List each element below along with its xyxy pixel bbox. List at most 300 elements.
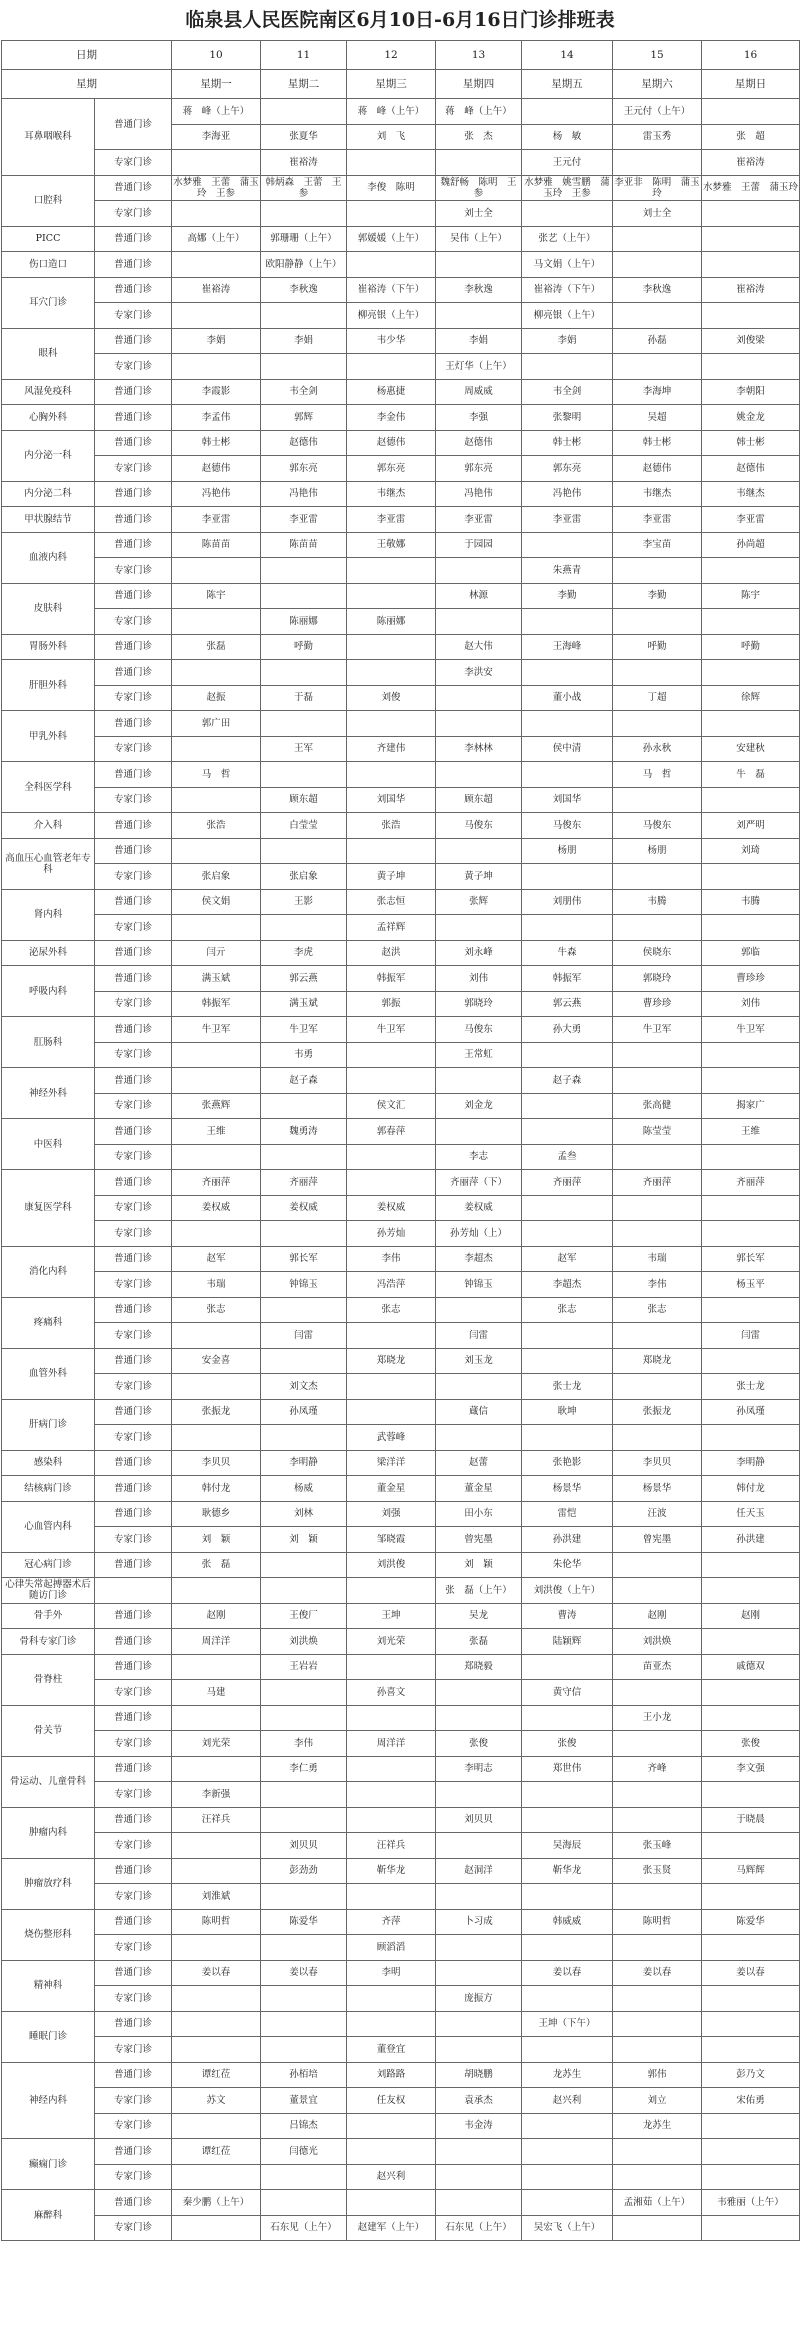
clinic-type: 专家门诊 [95, 864, 172, 890]
doctor-cell [522, 1323, 613, 1349]
doctor-cell: 张 杰 [436, 124, 522, 150]
clinic-type: 普通门诊 [95, 99, 172, 150]
doctor-cell: 刘淮斌 [172, 1884, 261, 1910]
doctor-cell [702, 2113, 800, 2139]
clinic-type: 普通门诊 [95, 2062, 172, 2088]
schedule-row [2, 991, 800, 1017]
doctor-cell: 齐丽萍 [522, 1170, 613, 1196]
clinic-type: 专家门诊 [95, 1093, 172, 1119]
doctor-cell [522, 2190, 613, 2216]
doctor-cell [522, 864, 613, 890]
schedule-row [2, 1782, 800, 1808]
doctor-cell [347, 1399, 436, 1425]
clinic-type: 专家门诊 [95, 1731, 172, 1757]
department-name: 骨关节 [2, 1705, 95, 1756]
department-name: 神经外科 [2, 1068, 95, 1119]
doctor-cell: 杨惠捷 [347, 379, 436, 405]
department-name: 口腔科 [2, 175, 95, 226]
doctor-cell: 李秋逸 [613, 277, 702, 303]
clinic-type: 普通门诊 [95, 430, 172, 456]
doctor-cell: 张高健 [613, 1093, 702, 1119]
clinic-type: 普通门诊 [95, 711, 172, 737]
doctor-cell: 刘金龙 [436, 1093, 522, 1119]
doctor-cell: 闫亓 [172, 940, 261, 966]
doctor-cell: 赵德伟 [261, 430, 347, 456]
doctor-cell: 郭云燕 [522, 991, 613, 1017]
doctor-cell: 赵蕾 [436, 1450, 522, 1476]
doctor-cell: 姜权威 [261, 1195, 347, 1221]
doctor-cell: 钟锦玉 [261, 1272, 347, 1298]
clinic-type: 专家门诊 [95, 150, 172, 176]
department-name: 睡眠门诊 [2, 2011, 95, 2062]
doctor-cell: 姜以春 [522, 1960, 613, 1986]
doctor-cell: 满玉斌 [261, 991, 347, 1017]
doctor-cell: 牛卫军 [702, 1017, 800, 1043]
department-name: 呼吸内科 [2, 966, 95, 1017]
schedule-row [2, 1680, 800, 1706]
doctor-cell: 李伟 [347, 1246, 436, 1272]
doctor-cell: 张夏华 [261, 124, 347, 150]
clinic-type: 专家门诊 [95, 1272, 172, 1298]
doctor-cell: 韩付龙 [702, 1476, 800, 1502]
doctor-cell: 李秋逸 [436, 277, 522, 303]
doctor-cell: 韩付龙 [172, 1476, 261, 1502]
doctor-cell: 孙栢培 [261, 2062, 347, 2088]
doctor-cell: 郭云燕 [261, 966, 347, 992]
doctor-cell: 齐丽萍 [261, 1170, 347, 1196]
clinic-type: 专家门诊 [95, 303, 172, 329]
department-name: 感染科 [2, 1450, 95, 1476]
doctor-cell: 蔵信 [436, 1399, 522, 1425]
doctor-cell: 韦瑞 [172, 1272, 261, 1298]
doctor-cell [172, 609, 261, 635]
doctor-cell: 赵子森 [261, 1068, 347, 1094]
doctor-cell: 戚德双 [702, 1654, 800, 1680]
doctor-cell: 丁超 [613, 685, 702, 711]
doctor-cell: 郭广田 [172, 711, 261, 737]
doctor-cell [702, 1782, 800, 1808]
clinic-type: 专家门诊 [95, 991, 172, 1017]
doctor-cell: 陆颖辉 [522, 1629, 613, 1655]
doctor-cell [613, 2164, 702, 2190]
doctor-cell [261, 1782, 347, 1808]
doctor-cell [347, 1068, 436, 1094]
doctor-cell [702, 303, 800, 329]
doctor-cell: 赵振 [172, 685, 261, 711]
clinic-type: 普通门诊 [95, 583, 172, 609]
doctor-cell: 李勤 [522, 583, 613, 609]
doctor-cell: 王元付（上午） [613, 99, 702, 125]
schedule-row [2, 787, 800, 813]
clinic-type: 普通门诊 [95, 1756, 172, 1782]
schedule-row [2, 328, 800, 354]
doctor-cell [522, 1195, 613, 1221]
clinic-type: 普通门诊 [95, 1858, 172, 1884]
doctor-cell [261, 711, 347, 737]
clinic-type: 普通门诊 [95, 660, 172, 686]
schedule-row [2, 660, 800, 686]
doctor-cell [613, 1195, 702, 1221]
doctor-cell: 孙大勇 [522, 1017, 613, 1043]
doctor-cell [702, 1297, 800, 1323]
doctor-cell: 马俊东 [522, 813, 613, 839]
doctor-cell: 孟祥辉 [347, 915, 436, 941]
doctor-cell [347, 1323, 436, 1349]
doctor-cell: 郭东亮 [436, 456, 522, 482]
schedule-row [2, 175, 800, 201]
doctor-cell [172, 1144, 261, 1170]
doctor-cell: 曹涛 [522, 1603, 613, 1629]
doctor-cell [436, 838, 522, 864]
doctor-cell: 韦少华 [347, 328, 436, 354]
doctor-cell: 满玉斌 [172, 966, 261, 992]
doctor-cell [702, 2215, 800, 2241]
doctor-cell: 孙永秋 [613, 736, 702, 762]
doctor-cell [702, 1935, 800, 1961]
doctor-cell: 呼勤 [702, 634, 800, 660]
doctor-cell: 马建 [172, 1680, 261, 1706]
doctor-cell: 呼勤 [261, 634, 347, 660]
doctor-cell: 刘贝贝 [436, 1807, 522, 1833]
doctor-cell: 李强 [436, 405, 522, 431]
doctor-cell: 刘伟 [702, 991, 800, 1017]
doctor-cell: 郑晓龙 [613, 1348, 702, 1374]
doctor-cell [702, 915, 800, 941]
schedule-row [2, 583, 800, 609]
doctor-cell: 刘琦 [702, 838, 800, 864]
clinic-type: 普通门诊 [95, 2139, 172, 2165]
schedule-row [2, 711, 800, 737]
doctor-cell [261, 1348, 347, 1374]
doctor-cell: 蒋 峰（上午） [172, 99, 261, 125]
doctor-cell: 朱伦华 [522, 1552, 613, 1578]
doctor-cell: 李秋逸 [261, 277, 347, 303]
doctor-cell: 汪祥兵 [172, 1807, 261, 1833]
doctor-cell [613, 1986, 702, 2012]
clinic-type: 普通门诊 [95, 1909, 172, 1935]
doctor-cell [172, 2037, 261, 2063]
department-name: 心胸外科 [2, 405, 95, 431]
doctor-cell: 于晓晨 [702, 1807, 800, 1833]
doctor-cell [347, 2113, 436, 2139]
schedule-row [2, 1272, 800, 1298]
schedule-row [2, 1935, 800, 1961]
doctor-cell [261, 1093, 347, 1119]
department-name: 精神科 [2, 1960, 95, 2011]
doctor-cell: 魏勇涛 [261, 1119, 347, 1145]
doctor-cell: 李亚雷 [347, 507, 436, 533]
doctor-cell [172, 787, 261, 813]
doctor-cell [347, 583, 436, 609]
doctor-cell: 李伟 [613, 1272, 702, 1298]
doctor-cell [347, 354, 436, 380]
clinic-type: 专家门诊 [95, 2037, 172, 2063]
doctor-cell: 李贝贝 [613, 1450, 702, 1476]
doctor-cell: 齐丽萍 [172, 1170, 261, 1196]
doctor-cell [172, 1323, 261, 1349]
doctor-cell: 李亚雷 [613, 507, 702, 533]
doctor-cell [613, 787, 702, 813]
doctor-cell: 靳华龙 [347, 1858, 436, 1884]
doctor-cell [172, 1756, 261, 1782]
doctor-cell: 马 哲 [613, 762, 702, 788]
doctor-cell: 韦腾 [702, 889, 800, 915]
doctor-cell [613, 1884, 702, 1910]
doctor-cell: 水梦雅 王蕾 蒲玉玲 王参 [173, 176, 259, 199]
doctor-cell: 孟湘茹（上午） [613, 2190, 702, 2216]
doctor-cell [702, 99, 800, 125]
department-name: 康复医学科 [2, 1170, 95, 1247]
doctor-cell [347, 1807, 436, 1833]
doctor-cell [702, 2011, 800, 2037]
clinic-type: 普通门诊 [95, 1960, 172, 1986]
clinic-type: 普通门诊 [95, 2190, 172, 2216]
clinic-type: 普通门诊 [95, 405, 172, 431]
schedule-row [2, 2113, 800, 2139]
doctor-cell [172, 1833, 261, 1859]
doctor-cell: 陈丽娜 [347, 609, 436, 635]
clinic-type: 普通门诊 [95, 379, 172, 405]
doctor-cell: 赵兴利 [347, 2164, 436, 2190]
doctor-cell [261, 201, 347, 227]
doctor-cell [436, 1119, 522, 1145]
doctor-cell [261, 2037, 347, 2063]
doctor-cell [172, 354, 261, 380]
clinic-type: 普通门诊 [95, 277, 172, 303]
doctor-cell: 蒋 峰（上午） [347, 99, 436, 125]
doctor-cell: 孙芳灿（上） [436, 1221, 522, 1247]
doctor-cell: 宋佑勇 [702, 2088, 800, 2114]
doctor-cell [347, 660, 436, 686]
schedule-row [2, 354, 800, 380]
doctor-cell: 苏文 [172, 2088, 261, 2114]
clinic-type: 专家门诊 [95, 1527, 172, 1553]
clinic-type: 专家门诊 [95, 787, 172, 813]
doctor-cell: 李伟 [261, 1731, 347, 1757]
weekday-cell: 星期四 [436, 70, 522, 99]
clinic-type: 普通门诊 [95, 1629, 172, 1655]
clinic-type: 普通门诊 [95, 1017, 172, 1043]
doctor-cell [522, 1425, 613, 1451]
doctor-cell: 崔裕涛（下午） [522, 277, 613, 303]
doctor-cell [436, 303, 522, 329]
department-name: 中医科 [2, 1119, 95, 1170]
doctor-cell: 张志 [172, 1297, 261, 1323]
doctor-cell: 呼勤 [613, 634, 702, 660]
doctor-cell [522, 1807, 613, 1833]
doctor-cell: 雷恺 [522, 1501, 613, 1527]
doctor-cell: 张辉 [436, 889, 522, 915]
doctor-cell: 郭长军 [702, 1246, 800, 1272]
doctor-cell: 钟锦玉 [436, 1272, 522, 1298]
doctor-cell: 谭红莅 [172, 2062, 261, 2088]
department-name: 骨脊柱 [2, 1654, 95, 1705]
doctor-cell: 刘洪焕 [261, 1629, 347, 1655]
doctor-cell [613, 150, 702, 176]
clinic-type: 专家门诊 [95, 1042, 172, 1068]
schedule-row [2, 1654, 800, 1680]
doctor-cell [436, 1425, 522, 1451]
doctor-cell: 齐萍 [347, 1909, 436, 1935]
department-name: 甲乳外科 [2, 711, 95, 762]
doctor-cell: 黄子坤 [436, 864, 522, 890]
doctor-cell: 冯艳伟 [172, 481, 261, 507]
doctor-cell: 郭东亮 [261, 456, 347, 482]
doctor-cell [261, 915, 347, 941]
doctor-cell: 齐峰 [613, 1756, 702, 1782]
doctor-cell [613, 1374, 702, 1400]
doctor-cell: 彭劲劲 [261, 1858, 347, 1884]
doctor-cell [261, 2011, 347, 2037]
doctor-cell: 李超杰 [522, 1272, 613, 1298]
doctor-cell [347, 558, 436, 584]
doctor-cell [172, 2113, 261, 2139]
doctor-cell [347, 252, 436, 278]
clinic-type: 专家门诊 [95, 558, 172, 584]
doctor-cell: 姜以春 [172, 1960, 261, 1986]
clinic-type: 普通门诊 [95, 813, 172, 839]
clinic-type: 专家门诊 [95, 1935, 172, 1961]
schedule-row [2, 456, 800, 482]
doctor-cell [436, 1297, 522, 1323]
schedule-row [2, 99, 800, 125]
schedule-row [2, 813, 800, 839]
schedule-row [2, 1578, 800, 1604]
doctor-cell: 安建秋 [702, 736, 800, 762]
doctor-cell: 董景宜 [261, 2088, 347, 2114]
doctor-cell [261, 762, 347, 788]
doctor-cell: 崔裕涛（下午） [347, 277, 436, 303]
page-title: 临泉县人民医院南区6月10日-6月16日门诊排班表 [185, 9, 615, 31]
doctor-cell: 张磊 [172, 634, 261, 660]
doctor-cell: 刘 颖 [172, 1527, 261, 1553]
clinic-type: 专家门诊 [95, 354, 172, 380]
doctor-cell: 陈丽娜 [261, 609, 347, 635]
doctor-cell [172, 1221, 261, 1247]
doctor-cell: 牛卫军 [613, 1017, 702, 1043]
doctor-cell: 孟叁 [522, 1144, 613, 1170]
doctor-cell: 曹珍珍 [613, 991, 702, 1017]
doctor-cell [261, 1807, 347, 1833]
schedule-row [2, 762, 800, 788]
doctor-cell: 梁洋洋 [347, 1450, 436, 1476]
doctor-cell: 孙喜文 [347, 1680, 436, 1706]
doctor-cell: 李明静 [702, 1450, 800, 1476]
doctor-cell: 白莹莹 [261, 813, 347, 839]
doctor-cell: 李贝贝 [172, 1450, 261, 1476]
department-name: 骨运动、儿童骨科 [2, 1756, 95, 1807]
doctor-cell [522, 99, 613, 125]
doctor-cell: 郭珊珊（上午） [261, 226, 347, 252]
doctor-cell: 韩威威 [522, 1909, 613, 1935]
doctor-cell [172, 736, 261, 762]
doctor-cell [613, 1552, 702, 1578]
doctor-cell: 赵德伟 [702, 456, 800, 482]
doctor-cell [522, 660, 613, 686]
doctor-cell [261, 1680, 347, 1706]
doctor-cell: 张浩 [172, 813, 261, 839]
doctor-cell [172, 1042, 261, 1068]
doctor-cell: 黄子坤 [347, 864, 436, 890]
doctor-cell: 李新强 [172, 1782, 261, 1808]
doctor-cell: 李仁勇 [261, 1756, 347, 1782]
doctor-cell [261, 838, 347, 864]
doctor-cell: 李勤 [613, 583, 702, 609]
doctor-cell: 李海亚 [172, 124, 261, 150]
weekday-cell: 星期六 [613, 70, 702, 99]
doctor-cell: 郭长军 [261, 1246, 347, 1272]
doctor-cell: 王影 [261, 889, 347, 915]
doctor-cell: 于园园 [436, 532, 522, 558]
department-name: 烧伤整形科 [2, 1909, 95, 1960]
doctor-cell: 陈宇 [172, 583, 261, 609]
schedule-row [2, 1909, 800, 1935]
doctor-cell: 张俊 [702, 1731, 800, 1757]
doctor-cell: 王维 [172, 1119, 261, 1145]
doctor-cell: 郭东亮 [522, 456, 613, 482]
doctor-cell: 刘文杰 [261, 1374, 347, 1400]
doctor-cell: 龙苏生 [522, 2062, 613, 2088]
doctor-cell: 孙芳灿 [347, 1221, 436, 1247]
clinic-type: 普通门诊 [95, 175, 172, 201]
doctor-cell: 王坤（下午） [522, 2011, 613, 2037]
doctor-cell [613, 1680, 702, 1706]
doctor-cell [522, 609, 613, 635]
doctor-cell: 郭临 [702, 940, 800, 966]
doctor-cell: 柳亮银（上午） [522, 303, 613, 329]
doctor-cell: 姜以春 [702, 1960, 800, 1986]
doctor-cell: 王维 [702, 1119, 800, 1145]
doctor-cell [347, 1042, 436, 1068]
clinic-type: 普通门诊 [95, 532, 172, 558]
doctor-cell [261, 558, 347, 584]
doctor-cell: 赵德伟 [347, 430, 436, 456]
doctor-cell: 张志恒 [347, 889, 436, 915]
doctor-cell: 曾宪墨 [613, 1527, 702, 1553]
doctor-cell: 李洪安 [436, 660, 522, 686]
clinic-type: 专家门诊 [95, 1195, 172, 1221]
clinic-type: 专家门诊 [95, 1680, 172, 1706]
doctor-cell [436, 252, 522, 278]
schedule-row [2, 1833, 800, 1859]
doctor-cell [347, 201, 436, 227]
doctor-cell [436, 1833, 522, 1859]
doctor-cell: 刘严明 [702, 813, 800, 839]
department-name: 肾内科 [2, 889, 95, 940]
doctor-cell [702, 2139, 800, 2165]
doctor-cell: 耿德乡 [172, 1501, 261, 1527]
doctor-cell: 韩士彬 [702, 430, 800, 456]
doctor-cell: 韦继杰 [613, 481, 702, 507]
doctor-cell: 姜以春 [261, 1960, 347, 1986]
doctor-cell [172, 1858, 261, 1884]
doctor-cell [702, 558, 800, 584]
clinic-type [95, 1578, 172, 1604]
doctor-cell: 吴宏飞（上午） [522, 2215, 613, 2241]
doctor-cell: 徐辉 [702, 685, 800, 711]
doctor-cell [702, 2164, 800, 2190]
doctor-cell: 李娟 [261, 328, 347, 354]
schedule-row [2, 2190, 800, 2216]
doctor-cell: 闫雷 [261, 1323, 347, 1349]
doctor-cell: 石东见（上午） [436, 2215, 522, 2241]
doctor-cell: 于磊 [261, 685, 347, 711]
schedule-row [2, 150, 800, 176]
department-name: 消化内科 [2, 1246, 95, 1297]
doctor-cell: 张士龙 [702, 1374, 800, 1400]
doctor-cell [522, 711, 613, 737]
clinic-type: 普通门诊 [95, 1068, 172, 1094]
